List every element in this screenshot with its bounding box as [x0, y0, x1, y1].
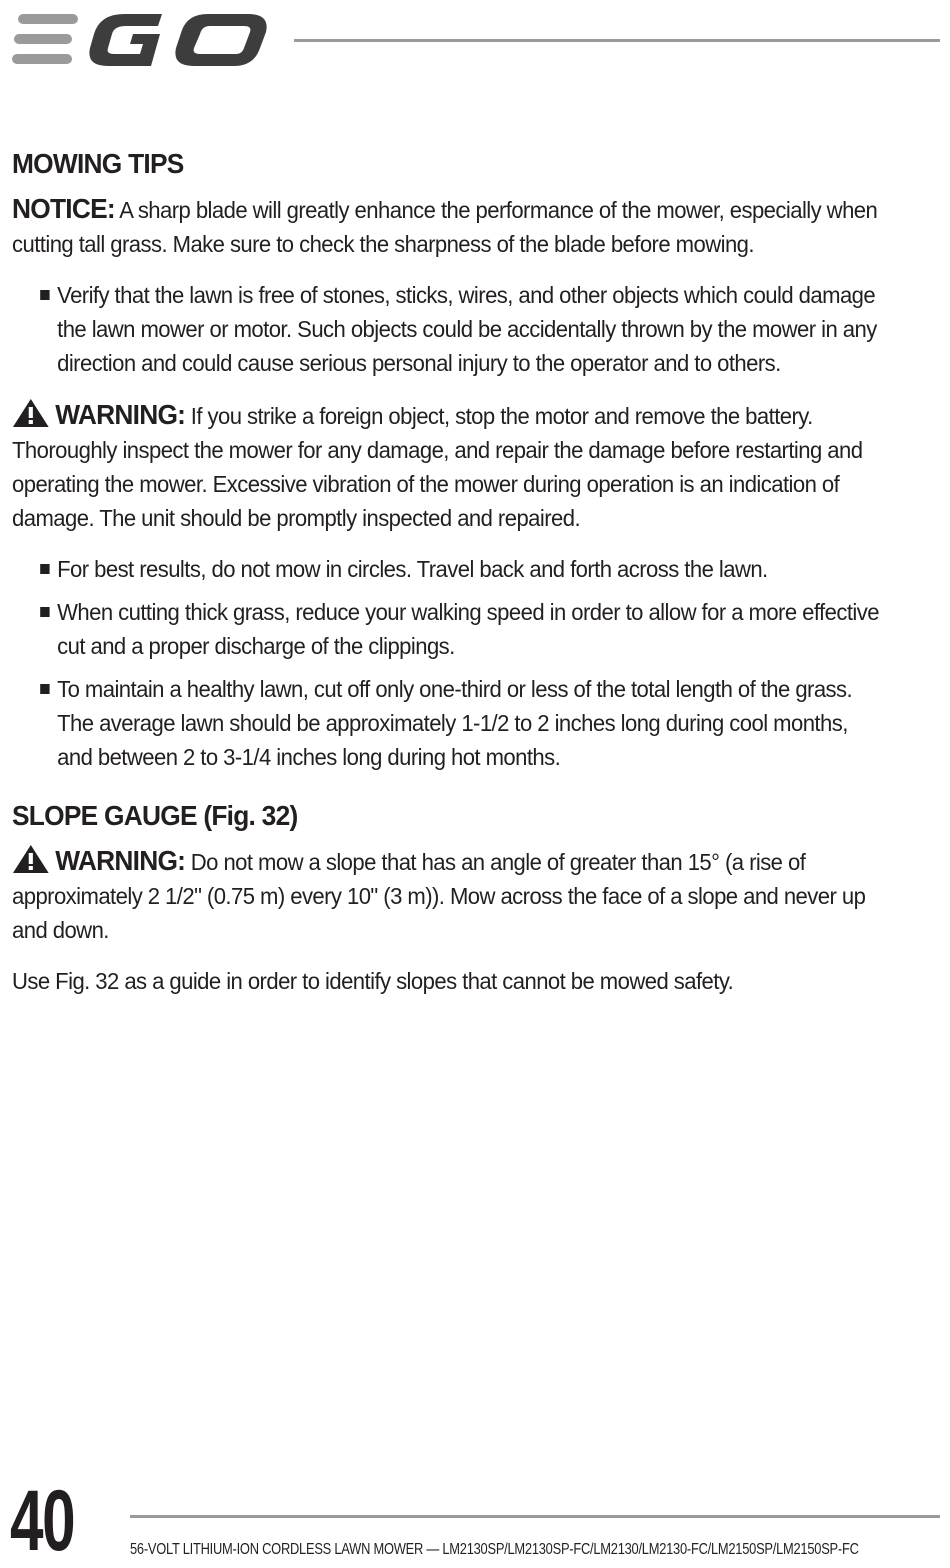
footer-text: 56-VOLT LITHIUM-ION CORDLESS LAWN MOWER — LM2130SP/LM2130SP-FC/LM2130/LM2130-FC/LM2150SP/LM2150SP-FC	[130, 1541, 859, 1558]
warning-triangle-icon	[12, 398, 50, 428]
warning-paragraph-1	[12, 398, 882, 535]
mowing-bullets-2	[40, 552, 882, 774]
page-content	[12, 140, 882, 1015]
warning-label: WARNING:	[55, 845, 186, 876]
list-item-text: When cutting thick grass, reduce your walking speed in order to allow for a more effective cut and a proper discharge of the clippings.	[57, 599, 879, 659]
list-item	[40, 552, 882, 586]
slope-guide-text: Use Fig. 32 as a guide in order to identify slopes that cannot be mowed safety.	[12, 968, 734, 994]
slope-gauge-title: SLOPE GAUGE (Fig. 32)	[12, 800, 298, 831]
list-item	[40, 278, 882, 380]
list-item-text: For best results, do not mow in circles. Travel back and forth across the lawn.	[57, 556, 768, 582]
bullet-square-icon	[40, 564, 49, 574]
header-rule	[294, 39, 940, 42]
warning-text: Do not mow a slope that has an angle of greater than 15° (a rise of approximately 2 1/2" (0.75 m) every 10" (3 m)). Mow across the face of a slope and never up and down.	[12, 849, 866, 943]
mowing-tips-title: MOWING TIPS	[12, 148, 184, 179]
warning-paragraph-2	[12, 844, 882, 947]
bullet-square-icon	[40, 607, 49, 617]
page-number: 40	[10, 1473, 75, 1568]
warning-triangle-icon	[12, 844, 50, 874]
warning-label: WARNING:	[55, 399, 186, 430]
ego-logo	[12, 12, 268, 68]
bullet-square-icon	[40, 290, 49, 300]
footer-rule	[130, 1515, 940, 1518]
list-item	[40, 672, 882, 774]
bullet-square-icon	[40, 684, 49, 694]
notice-label: NOTICE:	[12, 193, 115, 224]
notice-paragraph	[12, 192, 882, 261]
warning-text: If you strike a foreign object, stop the motor and remove the battery. Thoroughly inspect the mower for any damage, and repair the damage before restarting and operating the mower. Excessive vibration of the mower during operation is an indication of damage. The unit should be promptly inspected and repaired.	[12, 403, 863, 531]
list-item	[40, 595, 882, 663]
notice-text: A sharp blade will greatly enhance the performance of the mower, especially when cutting tall grass. Make sure to check the sharpness of the blade before mowing.	[12, 197, 878, 257]
list-item-text: Verify that the lawn is free of stones, sticks, wires, and other objects which could damage the lawn mower or motor. Such objects could be accidentally thrown by the mower in any direction and could cause serious personal injury to the operator and to others.	[57, 282, 877, 376]
list-item-text: To maintain a healthy lawn, cut off only one-third or less of the total length of the grass. The average lawn should be approximately 1-1/2 to 2 inches long during cool months, and between 2 to 3-1/4 inches long during hot months.	[57, 676, 853, 770]
mowing-bullets-1	[40, 278, 882, 380]
